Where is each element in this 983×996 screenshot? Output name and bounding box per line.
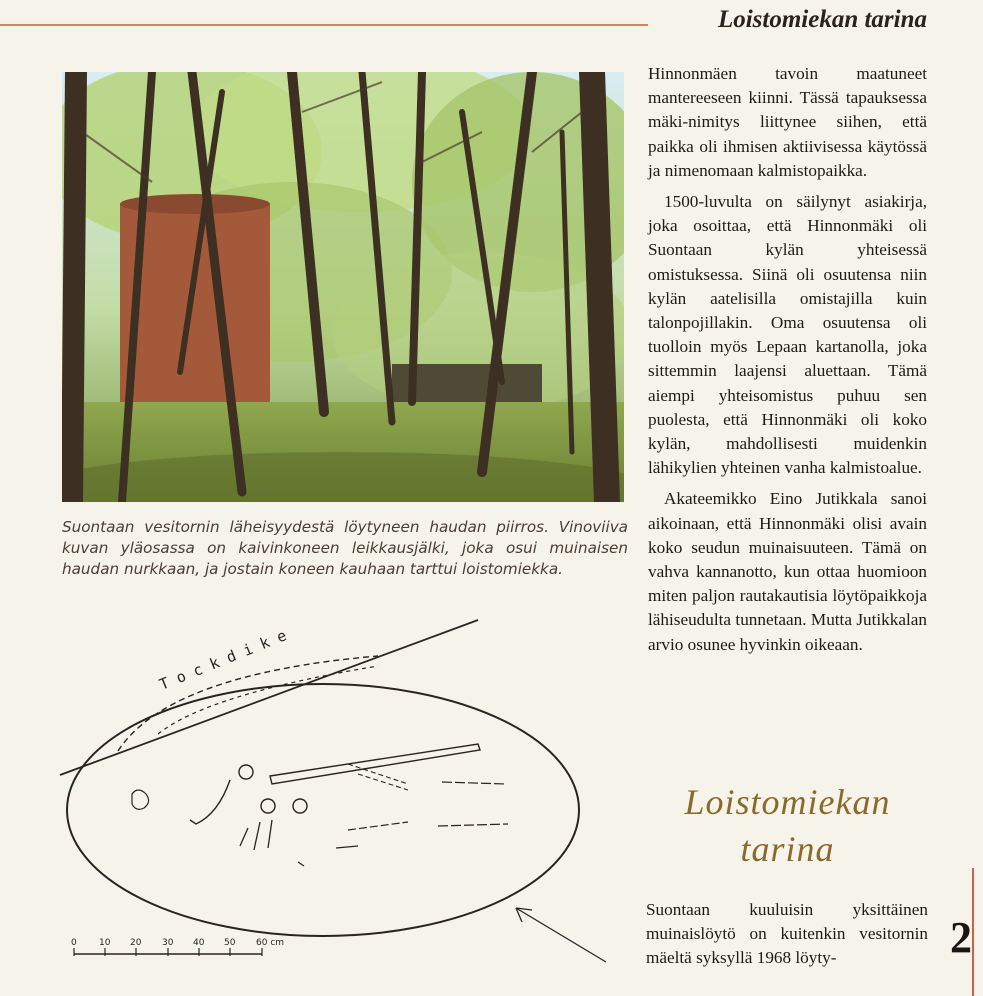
paragraph: Suontaan kuuluisin yksittäinen muinaislöytö on kuitenkin vesitornin mäeltä syksyllä 1968 löyty- [646,900,928,968]
paragraph: Akateemikko Eino Jutikkala sanoi aikoinaan, että Hinnonmäki olisi avain koko seudun muinaisuuteen. Tämä on vahva kannanotto, kun ottaa huomioon miten paljon rautakautisia löytöpaikkoja lähiseudulta tunnetaan. Mutta Jutikkalan arvio osunee hyvinkin oikeaan. [648,489,927,654]
header-rule [0,24,648,26]
arrow-icon [516,908,606,962]
scale-label: 20 [130,938,142,948]
paragraph: 1500-luvulta on säilynyt asiakirja, joka osoittaa, että Hinnonmäki oli Suontaan kylän yhteisessä omistuksessa. Siinä oli osuutensa niin kylän aatelisilla omistajilla kuin talonpojillakin. Oma osuutensa oli tuolloin myös Lepaan kartanolla, joka sittemmin laajensi aluettaan. Tämä aiempi yhteisomistus puhuu sen puolesta, että Hinnonmäki oli koko kylän, mahdollisesti muidenkin lähikylien yhteinen vanha kalmistoalue. [648,192,927,478]
page-number: 2 [950,913,972,962]
photo-caption [62,517,628,580]
scale-label: 60 cm [256,938,285,948]
tockdike-label: T o c k d i k e [156,626,290,694]
running-head: Loistomiekan tarina [717,6,927,33]
section-title [648,779,927,873]
scale-label: 50 [224,938,236,948]
scale-label: 0 [71,938,77,948]
scale-label: 40 [193,938,205,948]
scale-label: 30 [162,938,174,948]
caption-text: Suontaan vesitornin läheisyydestä löytyneen haudan piirros. Vinoviiva kuvan yläosassa on kaivinkoneen leikkausjälki, joka osui muinaisen haudan nurkkaan, ja jostain koneen kauhaan tarttui loistomiekka. [62,518,628,578]
section-title-line: tarina [740,829,835,869]
grave-drawing [58,614,624,966]
page-edge-rule [972,868,974,996]
section-body [646,898,928,971]
scale-label: 10 [99,938,111,948]
paragraph: Hinnonmäen tavoin maatuneet mantereeseen kiinni. Tässä tapauksessa mäki-nimitys liittynee siihen, että paikka oli ihmisen aktiivisessa käytössä ja nimenomaan kalmistopaikka. [648,64,927,180]
section-title-line: Loistomiekan [684,782,891,822]
forest-water-tower-photo [62,72,624,502]
body-column [648,62,927,664]
